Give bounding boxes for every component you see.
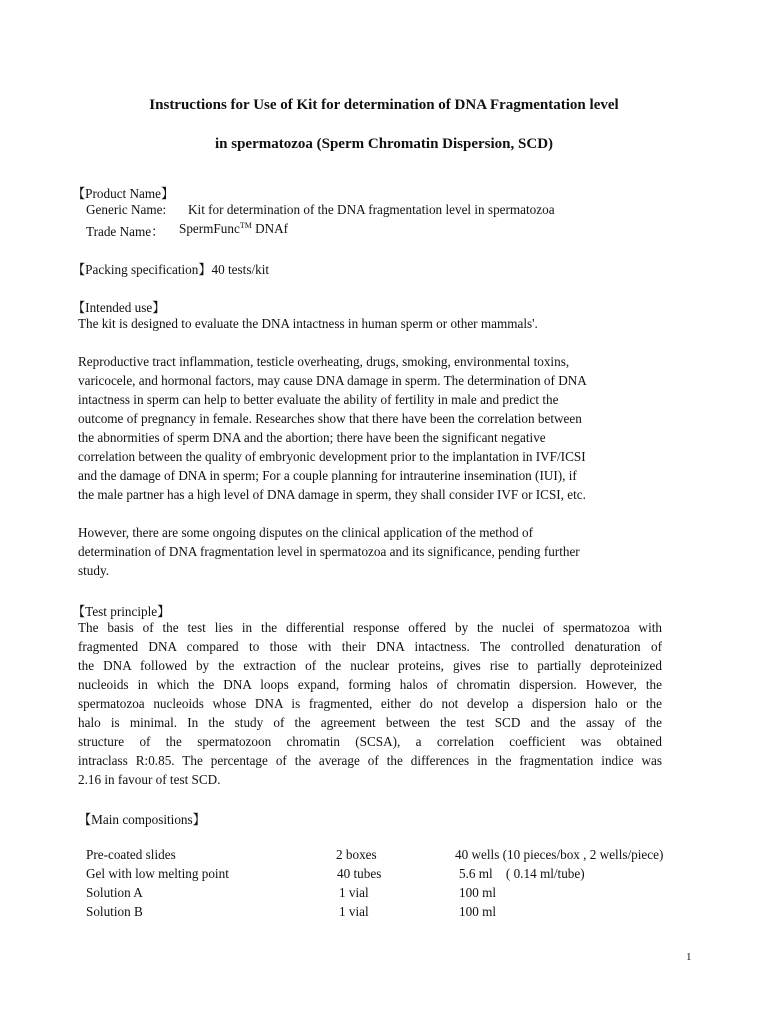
composition-name: Solution B	[86, 904, 143, 919]
generic-name-label: Generic Name:	[86, 202, 167, 217]
composition-spec: 40 wells (10 pieces/box , 2 wells/piece)	[455, 847, 664, 862]
paragraph-line: the male partner has a high level of DNA damage in sperm, they shall consider IVF or ICSI, etc.	[78, 487, 586, 502]
packing-specification	[72, 259, 269, 278]
paragraph-line: study.	[78, 563, 110, 578]
composition-spec: 5.6 ml ( 0.14 ml/tube)	[459, 866, 585, 881]
trade-name-text: SpermFunc	[179, 221, 240, 236]
document-title-line-2: in spermatozoa (Sperm Chromatin Dispersion, SCD)	[214, 136, 554, 152]
trade-name-label: Trade Name：	[86, 224, 165, 239]
paragraph-line: intactness in sperm can help to better evaluate the ability of fertility in male and predict the	[78, 392, 559, 407]
paragraph-line: Reproductive tract inflammation, testicle overheating, drugs, smoking, environmental toxins,	[78, 354, 570, 369]
packing-value: 40 tests/kit	[211, 262, 270, 277]
composition-spec: 100 ml	[459, 904, 496, 919]
test-principle-line: fragmented DNA compared to those with their DNA intactness. The controlled denaturation of	[78, 639, 662, 654]
paragraph-line: varicocele, and hormonal factors, may cause DNA damage in sperm. The determination of DNA	[78, 373, 587, 388]
document-title-line-1: Instructions for Use of Kit for determination of DNA Fragmentation level	[149, 97, 619, 113]
composition-name: Gel with low melting point	[86, 866, 229, 881]
test-principle-line: intraclass R:0.85. The percentage of the average of the differences in the fragmentation indice was	[78, 753, 662, 768]
trade-name-value	[179, 221, 288, 237]
main-compositions-heading: 【Main compositions】	[78, 812, 206, 827]
test-principle-heading: 【Test principle】	[72, 604, 171, 619]
composition-quantity: 1 vial	[339, 904, 369, 919]
generic-name-value: Kit for determination of the DNA fragmentation level in spermatozoa	[188, 202, 555, 217]
intended-use-heading: 【Intended use】	[72, 300, 166, 315]
test-principle-line: halo is minimal. In the study of the agreement between the test SCD and the assay of the	[78, 715, 662, 730]
composition-quantity: 2 boxes	[336, 847, 377, 862]
product-name-heading: 【Product Name】	[72, 186, 175, 201]
composition-spec: 100 ml	[459, 885, 496, 900]
paragraph-line: the abnormities of sperm DNA and the abortion; there have been the significant negative	[78, 430, 546, 445]
composition-quantity: 40 tubes	[337, 866, 382, 881]
paragraph-line: However, there are some ongoing disputes on the clinical application of the method of	[78, 525, 534, 540]
test-principle-line: the DNA followed by the extraction of the nuclear proteins, gives rise to partially deproteinized	[78, 658, 662, 673]
page-number: 1	[686, 951, 692, 963]
composition-name: Pre-coated slides	[86, 847, 176, 862]
paragraph-line: and the damage of DNA in sperm; For a couple planning for intrauterine insemination (IUI), if	[78, 468, 577, 483]
composition-name: Solution A	[86, 885, 143, 900]
paragraph-line: outcome of pregnancy in female. Researches show that there have been the correlation between	[78, 411, 582, 426]
paragraph-line: determination of DNA fragmentation level in spermatozoa and its significance, pending further	[78, 544, 580, 559]
test-principle-line: spermatozoa nucleoids whose DNA is fragmented, either do not develop a dispersion halo or the	[78, 696, 662, 711]
test-principle-line: The basis of the test lies in the differential response offered by the nuclei of spermatozoa with	[78, 620, 662, 635]
test-principle-line: structure of the spermatozoon chromatin (SCSA), a correlation coefficient was obtained	[78, 734, 662, 749]
trade-name-suffix: DNAf	[251, 221, 289, 236]
test-principle-last-line: 2.16 in favour of test SCD.	[78, 772, 221, 787]
trademark-superscript: TM	[239, 221, 252, 230]
composition-quantity: 1 vial	[339, 885, 369, 900]
intended-use-line: The kit is designed to evaluate the DNA intactness in human sperm or other mammals'.	[78, 316, 538, 331]
test-principle-line: nucleoids in which the DNA loops expand, forming halos of chromatin dispersion. However, the	[78, 677, 662, 692]
paragraph-line: correlation between the quality of embryonic development prior to the implantation in IVF/ICSI	[78, 449, 586, 464]
packing-heading: 【Packing specification】	[72, 262, 212, 277]
